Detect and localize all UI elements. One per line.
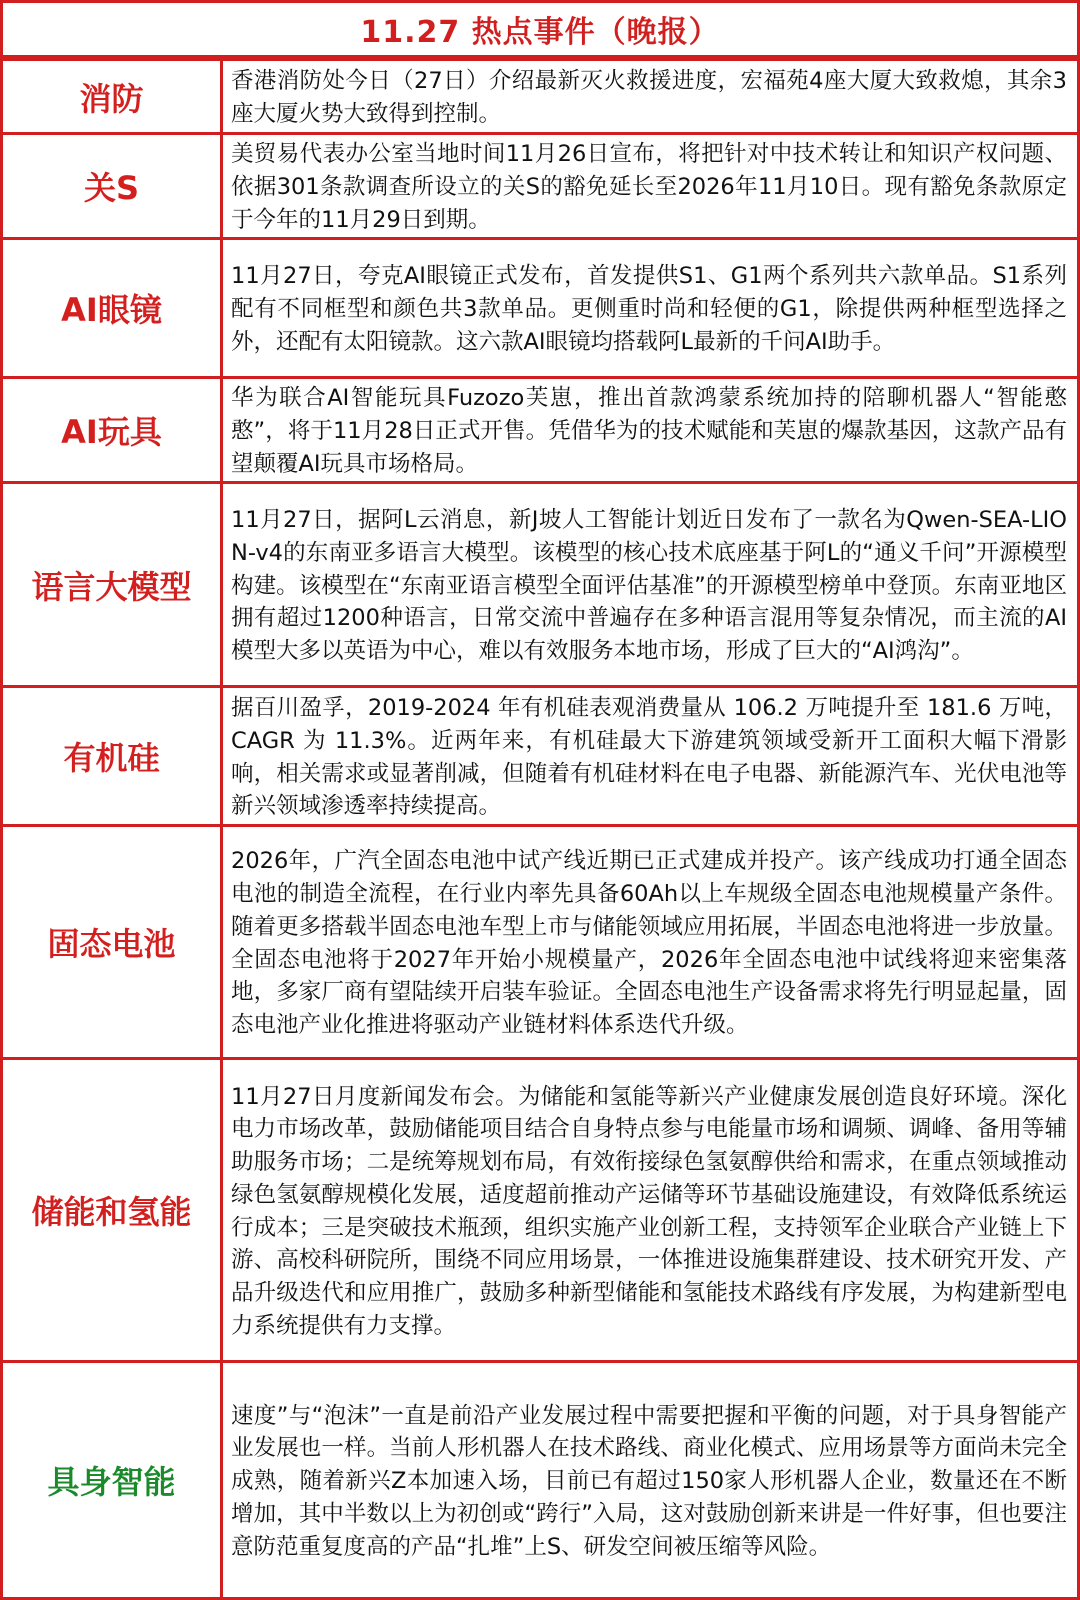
row-label: AI玩具 bbox=[2, 378, 222, 483]
table-row bbox=[2, 1059, 1079, 1362]
table-row bbox=[2, 687, 1079, 826]
row-label: 储能和氢能 bbox=[2, 1059, 222, 1362]
row-content bbox=[222, 1059, 1079, 1362]
row-content bbox=[222, 1362, 1079, 1599]
row-content bbox=[222, 239, 1079, 378]
row-content bbox=[222, 134, 1079, 239]
row-label: 关S bbox=[2, 134, 222, 239]
row-label: 具身智能 bbox=[2, 1362, 222, 1599]
row-label: 固态电池 bbox=[2, 826, 222, 1059]
table-row bbox=[2, 1362, 1079, 1599]
table-row bbox=[2, 483, 1079, 687]
row-text: 美贸易代表办公室当地时间11月26日宣布，将把针对中技术转让和知识产权问题、依据301条款调查所设立的关S的豁免延长至2026年11月10日。现有豁免条款原定于今年的11月29日到期。 bbox=[231, 141, 1067, 233]
row-text: 11月27日，夸克AI眼镜正式发布，首发提供S1、G1两个系列共六款单品。S1系列配有不同框型和颜色共3款单品。更侧重时尚和轻便的G1，除提供两种框型选择之外，还配有太阳镜款。这六款AI眼镜均搭载阿L最新的千问AI助手。 bbox=[231, 263, 1067, 355]
table-row bbox=[2, 826, 1079, 1059]
page-title: 11.27 热点事件（晚报） bbox=[360, 15, 720, 50]
row-content bbox=[222, 60, 1079, 134]
row-label: 有机硅 bbox=[2, 687, 222, 826]
row-content bbox=[222, 826, 1079, 1059]
table-row bbox=[2, 378, 1079, 483]
row-label: 语言大模型 bbox=[2, 483, 222, 687]
row-text: 2026年，广汽全固态电池中试产线近期已正式建成并投产。该产线成功打通全固态电池的制造全流程，在行业内率先具备60Ah以上车规级全固态电池规模量产条件。随着更多搭载半固态电池车型上市与储能领域应用拓展，半固态电池将进一步放量。全固态电池将于2027年开始小规模量产，2026年全固态电池中试线将迎来密集落地，多家厂商有望陆续开启装车验证。全固态电池生产设备需求将先行明显起量，固态电池产业化推进将驱动产业链材料体系迭代升级。 bbox=[231, 848, 1067, 1038]
title-bar bbox=[0, 0, 1080, 58]
row-text: 香港消防处今日（27日）介绍最新灭火救援进度，宏福苑4座大厦大致救熄，其余3座大厦火势大致得到控制。 bbox=[231, 68, 1067, 127]
table-row bbox=[2, 134, 1079, 239]
table-row bbox=[2, 239, 1079, 378]
table-row bbox=[2, 60, 1079, 134]
row-text: 华为联合AI智能玩具Fuzozo芙崽，推出首款鸿蒙系统加持的陪聊机器人“智能憨憨”，将于11月28日正式开售。凭借华为的技术赋能和芙崽的爆款基因，这款产品有望颠覆AI玩具市场格局。 bbox=[231, 385, 1067, 477]
row-text: 11月27日月度新闻发布会。为储能和氢能等新兴产业健康发展创造良好环境。深化电力市场改革，鼓励储能项目结合自身特点参与电能量市场和调频、调峰、备用等辅助服务市场；二是统筹规划布局，有效衔接绿色氢氨醇供给和需求，在重点领域推动绿色氢氨醇规模化发展，适度超前推动产运储等环节基础设施建设，有效降低系统运行成本；三是突破技术瓶颈，组织实施产业创新工程，支持领军企业联合产业链上下游、高校科研院所，围绕不同应用场景，一体推进设施集群建设、技术研究开发、产品升级迭代和应用推广，鼓励多种新型储能和氢能技术路线有序发展，为构建新型电力系统提供有力支撑。 bbox=[231, 1083, 1067, 1339]
row-text: 11月27日，据阿L云消息，新J坡人工智能计划近日发布了一款名为Qwen-SEA-LION-v4的东南亚多语言大模型。该模型的核心技术底座基于阿L的“通义千问”开源模型构建。该模型在“东南亚语言模型全面评估基准”的开源模型榜单中登顶。东南亚地区拥有超过1200种语言，日常交流中普遍存在多种语言混用等复杂情况，而主流的AI模型大多以英语为中心，难以有效服务本地市场，形成了巨大的“AI鸿沟”。 bbox=[231, 507, 1067, 665]
row-label: AI眼镜 bbox=[2, 239, 222, 378]
row-content bbox=[222, 378, 1079, 483]
events-table bbox=[0, 58, 1080, 1600]
row-text: 据百川盈孚，2019-2024 年有机硅表观消费量从 106.2 万吨提升至 181.6 万吨，CAGR 为 11.3%。近两年来，有机硅最大下游建筑领域受新开工面积大幅下滑影响，相关需求或显著削减，但随着有机硅材料在电子电器、新能源汽车、光伏电池等新兴领域渗透率持续提高。 bbox=[231, 695, 1067, 820]
row-content bbox=[222, 687, 1079, 826]
row-label: 消防 bbox=[2, 60, 222, 134]
row-content bbox=[222, 483, 1079, 687]
row-text: 速度”与“泡沫”一直是前沿产业发展过程中需要把握和平衡的问题，对于具身智能产业发展也一样。当前人形机器人在技术路线、商业化模式、应用场景等方面尚未完全成熟，随着新兴Z本加速入场，目前已有超过150家人形机器人企业，数量还在不断增加，其中半数以上为初创或“跨行”入局，这对鼓励创新来讲是一件好事，但也要注意防范重复度高的产品“扎堆”上S、研发空间被压缩等风险。 bbox=[231, 1402, 1067, 1560]
